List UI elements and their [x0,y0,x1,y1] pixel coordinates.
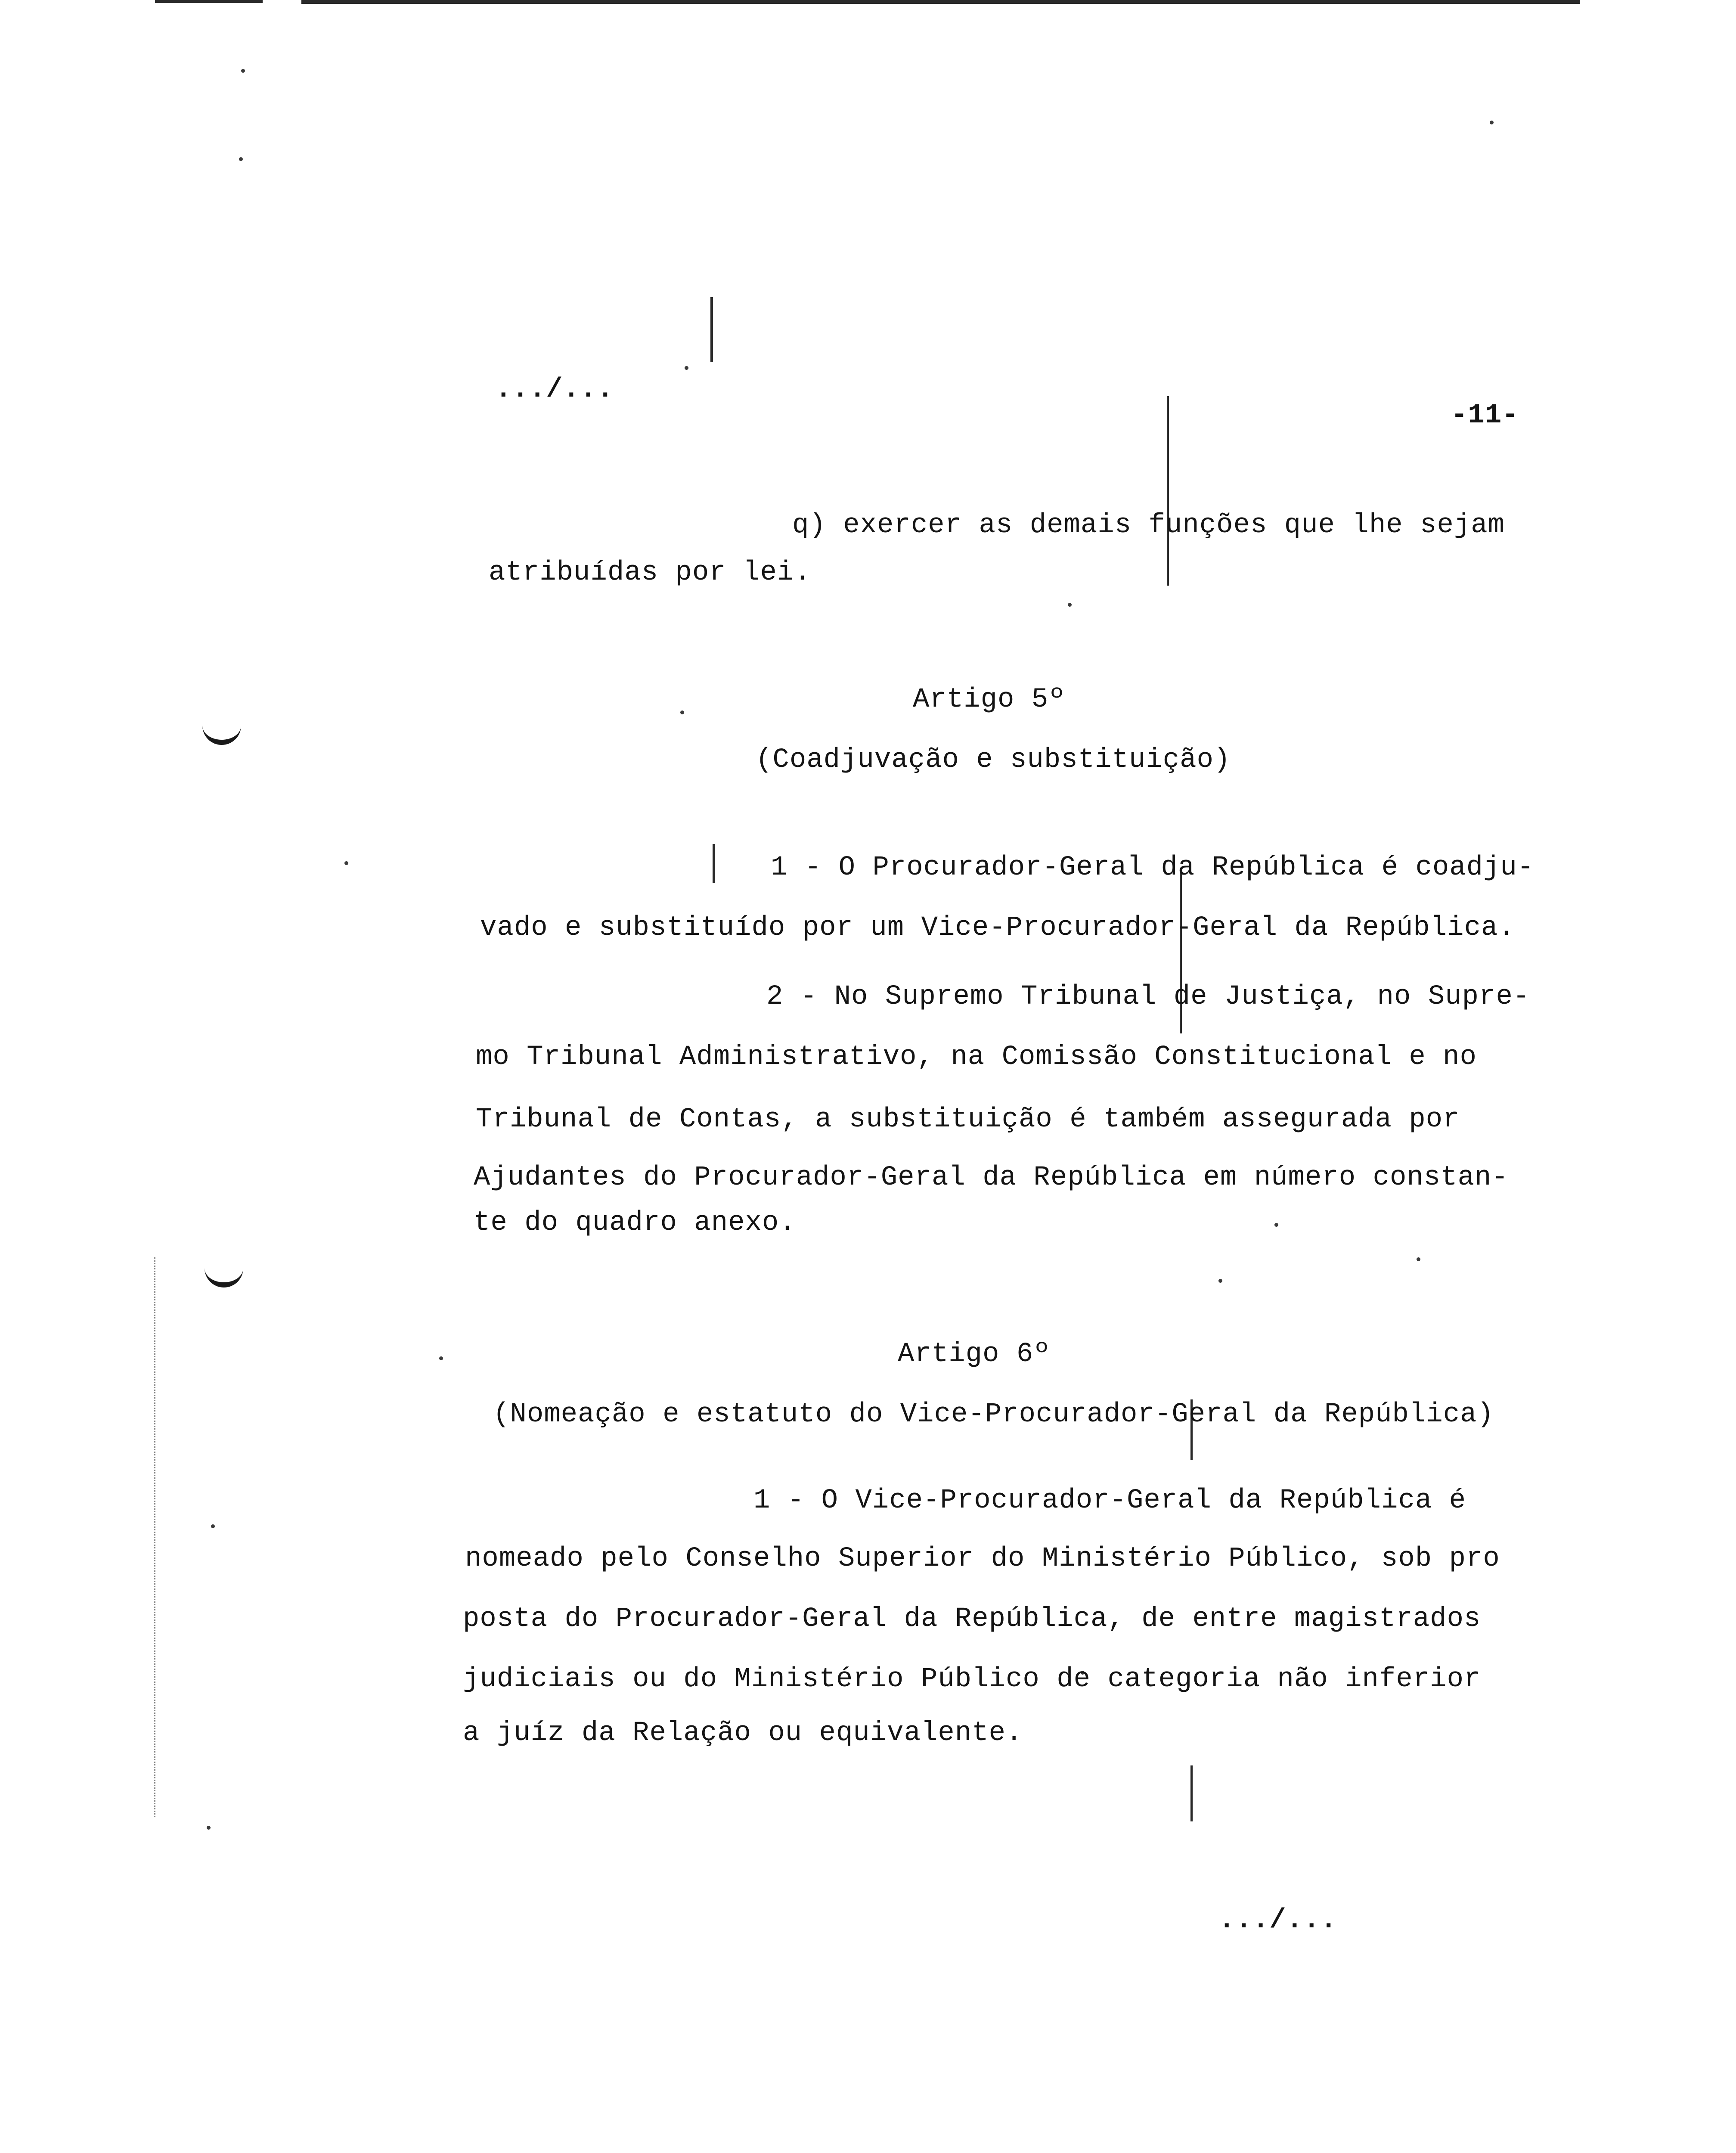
scan-vertical-line [1167,396,1169,586]
scan-speck [211,1524,215,1528]
scan-speck [1274,1223,1278,1227]
article-5-para-1-line-2: vado e substituído por um Vice-Procurador-Geral da República. [480,912,1515,943]
scan-speck [1417,1257,1420,1261]
continued-marker-top: .../... [495,374,614,405]
scan-speck [239,157,243,161]
article-5-para-1-line-1: 1 - O Procurador-Geral da República é coadju- [771,852,1534,883]
scan-vertical-line [713,844,715,883]
article-5-subtitle: (Coadjuvação e substituição) [756,745,1231,776]
scan-speck [685,366,688,370]
scan-speck [207,1826,211,1830]
item-q-line-1: q) exercer as demais funções que lhe sejam [792,510,1505,541]
article-5-para-2-line-2: mo Tribunal Administrativo, na Comissão Constitucional e no [476,1042,1477,1073]
scan-speck [344,861,348,865]
article-5-para-2-line-3: Tribunal de Contas, a substituição é também assegurada por [476,1104,1460,1135]
article-6-para-1-line-3: posta do Procurador-Geral da República, de entre magistrados [463,1604,1481,1635]
article-5-para-2-line-5: te do quadro anexo. [474,1207,796,1238]
scan-speck [1490,121,1494,124]
continued-marker-bottom: .../... [1218,1905,1337,1936]
page-number: -11- [1451,400,1519,431]
scan-speck [439,1356,443,1360]
article-6-subtitle: (Nomeação e estatuto do Vice-Procurador-Geral da República) [493,1399,1494,1430]
article-5-para-2-line-1: 2 - No Supremo Tribunal de Justiça, no Supre- [766,981,1530,1012]
article-6-para-1-line-2: nomeado pelo Conselho Superior do Ministério Público, sob pro [465,1543,1500,1574]
article-6-para-1-line-5: a juíz da Relação ou equivalente. [463,1718,1023,1749]
scan-speck [1218,1279,1222,1283]
binder-hole-mark-upper [202,723,241,745]
scan-top-border-left [155,0,263,3]
article-6-para-1-line-1: 1 - O Vice-Procurador-Geral da República é [753,1485,1466,1516]
scan-vertical-line [1190,1765,1193,1821]
scan-vertical-line [710,297,713,362]
item-q-line-2: atribuídas por lei. [489,557,811,588]
scan-left-edge-artifact [154,1257,158,1817]
article-5-para-2-line-4: Ajudantes do Procurador-Geral da República em número constan- [474,1162,1509,1193]
scan-speck [680,710,684,714]
article-5-title: Artigo 5º [913,684,1066,715]
scan-speck [1068,603,1072,607]
scan-top-border-right [301,0,1580,4]
scan-speck [241,69,245,73]
binder-hole-mark-lower [205,1266,243,1287]
article-6-title: Artigo 6º [898,1339,1051,1370]
article-6-para-1-line-4: judiciais ou do Ministério Público de categoria não inferior [463,1664,1481,1695]
